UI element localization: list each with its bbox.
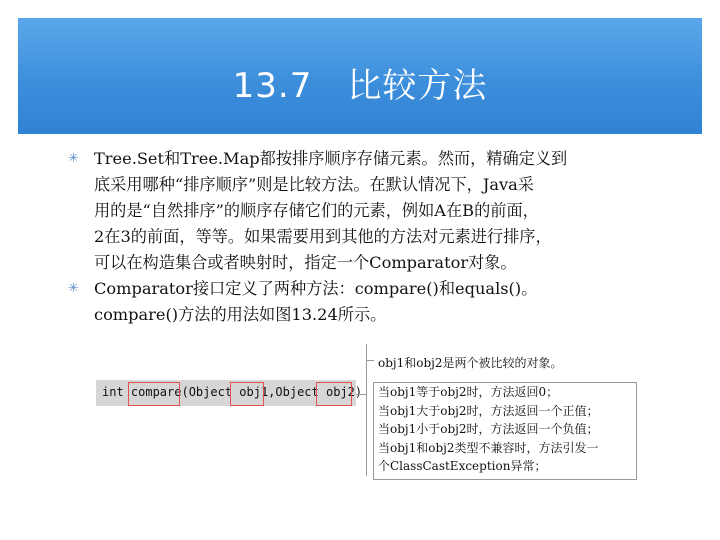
connector-line: [366, 344, 367, 476]
note-line: 当obj1小于obj2时，方法返回一个负值；: [378, 422, 599, 436]
parameter-note: obj1和obj2是两个被比较的对象。: [378, 356, 563, 370]
bullet-line: 底采用哪种“排序顺序”则是比较方法。在默认情况下，Java采: [94, 175, 534, 194]
slide-title: 13.7 比较方法: [232, 66, 488, 106]
return-value-note: [373, 382, 637, 480]
bullet-line: 2在3的前面，等等。如果需要用到其他的方法对元素进行排序，: [94, 227, 552, 246]
bullet-line: Comparator接口定义了两种方法：compare()和equals()。: [94, 279, 538, 298]
note-line: 个ClassCastException异常；: [378, 459, 547, 473]
obj1-highlight-box: [230, 382, 264, 406]
code-signature: int compare(Object obj1,Object obj2): [102, 385, 363, 399]
bullet-2: [68, 276, 668, 328]
note-line: 当obj1等于obj2时，方法返回0；: [378, 385, 559, 399]
bullet-star-icon: ✳: [68, 151, 79, 166]
bullet-1: [68, 146, 668, 276]
connector-line: [356, 394, 366, 395]
bullet-list: [68, 146, 668, 328]
note-line: 当obj1大于obj2时，方法返回一个正值；: [378, 403, 599, 418]
bullet-line: Tree.Set和Tree.Map都按排序顺序存储元素。然而，精确定义到: [94, 149, 568, 168]
connector-line: [366, 360, 374, 361]
note-line: 当obj1和obj2类型不兼容时，方法引发一: [378, 440, 599, 455]
obj2-highlight-box: [316, 382, 352, 406]
bullet-line: 用的是“自然排序”的顺序存储它们的元素，例如A在B的前面，: [94, 201, 539, 220]
bullet-star-icon: ✳: [68, 281, 79, 296]
bullet-line: 可以在构造集合或者映射时，指定一个Comparator对象。: [94, 253, 517, 272]
title-banner: [18, 18, 702, 134]
compare-highlight-box: [128, 382, 180, 406]
bullet-line: compare()方法的用法如图13.24所示。: [94, 305, 387, 324]
